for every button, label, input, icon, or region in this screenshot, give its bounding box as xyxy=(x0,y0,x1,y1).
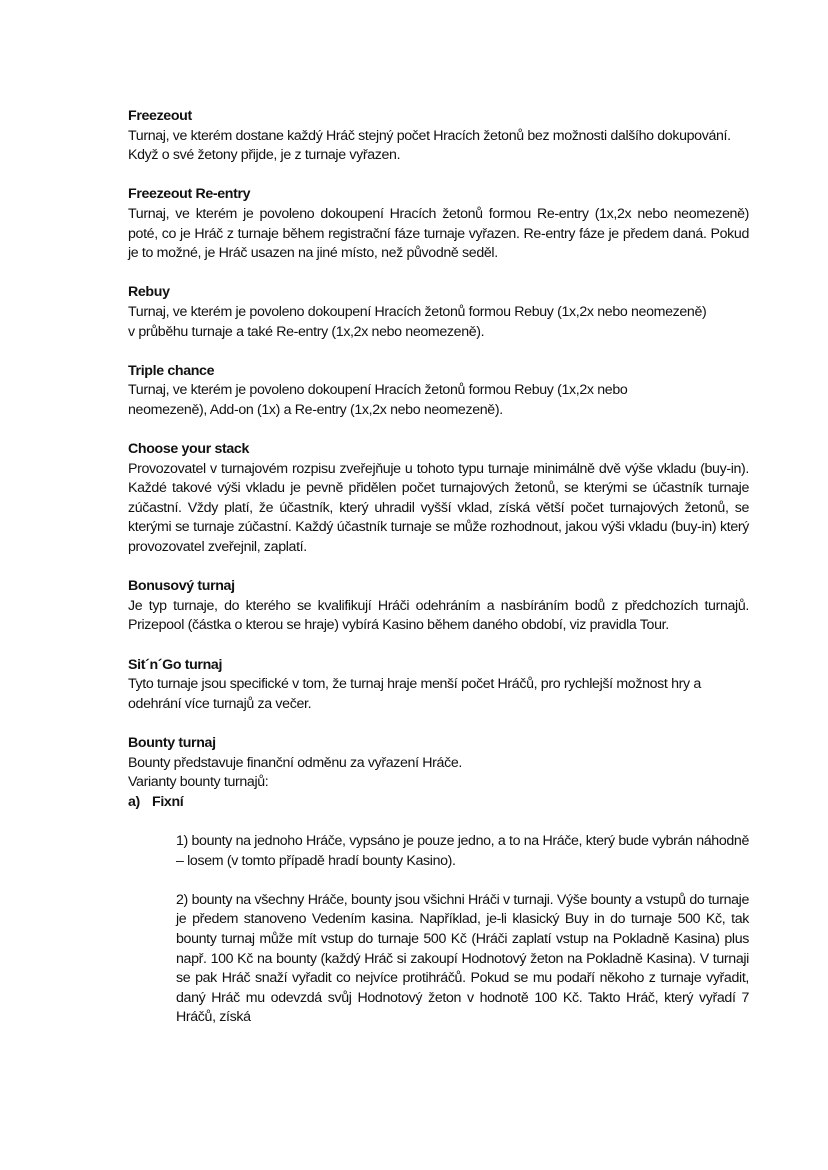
document-page xyxy=(128,107,749,1048)
section-text: Tyto turnaje jsou specifické v tom, že turnaj hraje menší počet Hráčů, pro rychlejší možnost hry a odehrání více turnajů za večer. xyxy=(128,676,701,712)
section-heading: Bounty turnaj xyxy=(128,735,216,751)
list-marker: a) xyxy=(128,793,140,810)
bounty-intro: Bounty představuje finanční odměnu za vyřazení Hráče. xyxy=(128,754,462,771)
section-freezeout xyxy=(128,107,749,166)
section-rebuy xyxy=(128,283,749,342)
section-heading: Bonusový turnaj xyxy=(128,578,235,595)
section-bounty-turnaj xyxy=(128,734,749,1028)
section-sit-n-go xyxy=(128,656,749,715)
section-text: Provozovatel v turnajovém rozpisu zveřejňuje u tohoto typu turnaje minimálně dvě výše vkladu (buy-in). Každé takové výši vkladu je pevně přidělen počet turnajových žetonů, se kterými se účastník turnaje zúčastní. Vždy platí, že účastník, který uhradil vyšší vklad, získá větší počet turnajových žetonů, se kterými se turnaje zúčastní. Každý účastník turnaje se může rozhodnout, jakou výši vkladu (buy-in) který provozovatel zveřejnil, zaplatí. xyxy=(128,460,749,556)
bounty-item-1: 1) bounty na jednoho Hráče, vypsáno je pouze jedno, a to na Hráče, který bude vybrán náhodně – losem (v tomto případě hradí bounty Kasino). xyxy=(176,832,749,869)
section-heading: Triple chance xyxy=(128,362,215,379)
section-text: Turnaj, ve kterém dostane každý Hráč stejný počet Hracích žetonů bez možnosti dalšího dokupování. Když o své žetony přijde, je z turnaje vyřazen. xyxy=(128,127,731,164)
section-bonusovy-turnaj xyxy=(128,577,749,636)
list-label-text: Fixní xyxy=(152,793,184,810)
section-text: Turnaj, ve kterém je povoleno dokoupení Hracích žetonů formou Re-entry (1x,2x nebo neomezeně) poté, co je Hráč z turnaje během registrační fáze turnaje vyřazen. Re-entry fáze je předem daná. Pokud je to možné, je Hráč usazen na jiné místo, než původně seděl. xyxy=(128,205,749,262)
section-choose-your-stack xyxy=(128,440,749,558)
section-triple-chance xyxy=(128,362,749,421)
bounty-item-2: 2) bounty na všechny Hráče, bounty jsou všichni Hráči v turnaji. Výše bounty a vstupů do turnaje je předem stanoveno Vedením kasina. Například, je-li klasický Buy in do turnaje 500 Kč, tak bounty turnaj může mít vstup do turnaje 500 Kč (Hráči zaplatí vstup na Pokladně Kasina) plus např. 100 Kč na bounty (každý Hráč si zakoupí Hodnotový žeton na Pokladně Kasina). V turnaji se pak Hráč snaží vyřadit co nejvíce protihráčů. Pokud se mu podaří někoho z turnaje vyřadit, daný Hráč mu odevzdá svůj Hodnotový žeton v hodnotě 100 Kč. Takto Hráč, který vyřadí 7 Hráčů, získá xyxy=(176,891,749,1026)
section-freezeout-reentry xyxy=(128,185,749,263)
section-text: Turnaj, ve kterém je povoleno dokoupení Hracích žetonů formou Rebuy (1x,2x nebo neomezeně), Add-on (1x) a Re-entry (1x,2x nebo neomezeně). xyxy=(128,382,628,418)
section-heading: Choose your stack xyxy=(128,441,249,458)
section-text: Je typ turnaje, do kterého se kvalifikují Hráči odehráním a nasbíráním bodů z předchozích turnajů. Prizepool (částka o kterou se hraje) vybírá Kasino během daného období, viz pravidla Tour. xyxy=(128,597,749,634)
list-label-fixni xyxy=(128,793,749,813)
section-heading: Freezeout xyxy=(128,108,192,124)
bounty-variants-label: Varianty bounty turnajů: xyxy=(128,774,269,791)
section-text: Turnaj, ve kterém je povoleno dokoupení Hracích žetonů formou Rebuy (1x,2x nebo neomezeně) v průběhu turnaje a také Re-entry (1x,2x nebo neomezeně). xyxy=(128,303,707,340)
section-heading: Freezeout Re-entry xyxy=(128,186,251,203)
section-heading: Rebuy xyxy=(128,284,170,301)
section-heading: Sit´n´Go turnaj xyxy=(128,656,223,673)
